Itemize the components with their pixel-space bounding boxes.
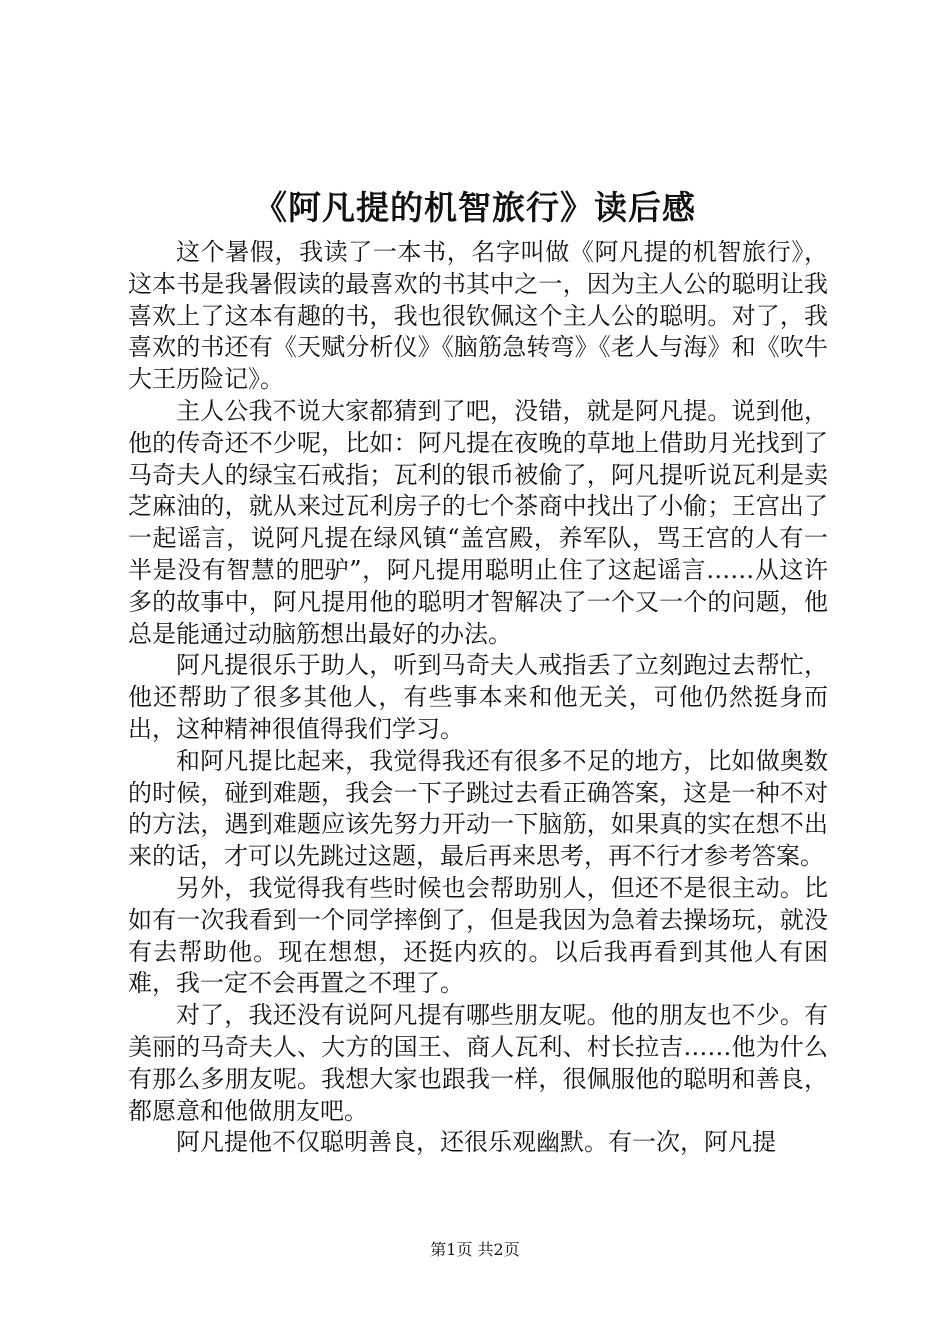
paragraph: 另外，我觉得我有些时候也会帮助别人，但还不是很主动。比如有一次我看到一个同学摔倒了，但是我因为急着去操场玩，就没有去帮助他。现在想想，还挺内疚的。以后我再看到其他人有困难，我一定不会再置之不理了。 (128, 873, 828, 998)
paragraph: 这个暑假，我读了一本书，名字叫做《阿凡提的机智旅行》，这本书是我暑假读的最喜欢的书其中之一，因为主人公的聪明让我喜欢上了这本有趣的书，我也很钦佩这个主人公的聪明。对了，我喜欢的书还有《天赋分析仪》《脑筋急转弯》《老人与海》和《吹牛大王历险记》。 (128, 238, 828, 394)
paragraph: 阿凡提他不仅聪明善良，还很乐观幽默。有一次，阿凡提 (176, 1128, 776, 1157)
document-body (128, 237, 828, 1159)
paragraph: 主人公我不说大家都猜到了吧，没错，就是阿凡提。说到他，他的传奇还不少呢，比如：阿凡提在夜晚的草地上借助月光找到了马奇夫人的绿宝石戒指；瓦利的银币被偷了，阿凡提听说瓦利是卖芝麻油的，就从来过瓦利房子的七个茶商中找出了小偷；王宫出了一起谣言，说阿凡提在绿风镇“盖宫殿，养军队，骂王宫的人有一半是没有智慧的肥驴”，阿凡提用聪明止住了这起谣言……从这许多的故事中，阿凡提用他的聪明才智解决了一个又一个的问题，他总是能通过动脑筋想出最好的办法。 (128, 396, 828, 648)
paragraph: 对了，我还没有说阿凡提有哪些朋友呢。他的朋友也不少。有美丽的马奇夫人、大方的国王、商人瓦利、村长拉吉……他为什么有那么多朋友呢。我想大家也跟我一样，很佩服他的聪明和善良，都愿意和他做朋友吧。 (128, 1001, 828, 1125)
paragraph: 和阿凡提比起来，我觉得我还有很多不足的地方，比如做奥数的时候，碰到难题，我会一下子跳过去看正确答案，这是一种不对的方法，遇到难题应该先努力开动一下脑筋，如果真的实在想不出来的话，才可以先跳过这题，最后再来思考，再不行才参考答案。 (128, 746, 828, 871)
document-title: 《阿凡提的机智旅行》读后感 (254, 188, 696, 227)
paragraph: 阿凡提很乐于助人，听到马奇夫人戒指丢了立刻跑过去帮忙，他还帮助了很多其他人，有些事本来和他无关，可他仍然挺身而出，这种精神很值得我们学习。 (128, 651, 828, 743)
page-number-footer: 第1页 共2页 (430, 1240, 520, 1259)
